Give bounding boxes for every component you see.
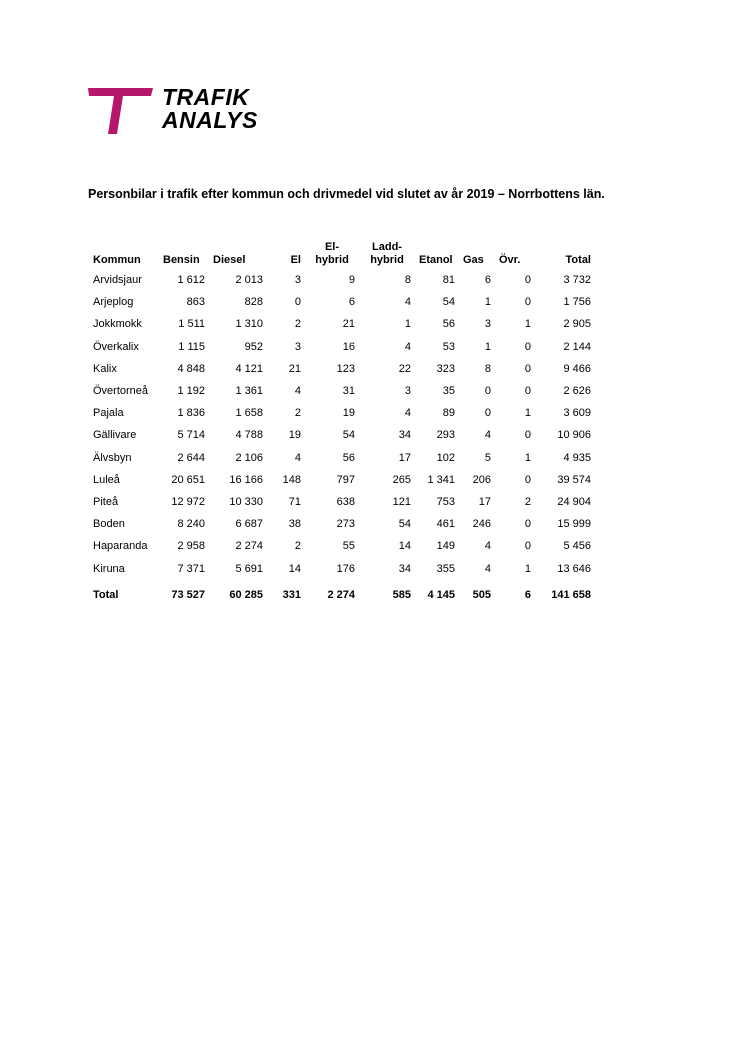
value-cell: 38 (288, 518, 301, 531)
value-cell: 54 (398, 518, 411, 531)
value-cell: 1 192 (177, 385, 205, 398)
value-cell: 0 (524, 385, 531, 398)
value-cell: 5 456 (563, 540, 591, 553)
municipality-cell: Haparanda (93, 540, 148, 553)
value-cell: 3 (404, 385, 411, 398)
value-cell: 24 904 (557, 495, 591, 508)
column-header: El- hybrid (315, 241, 349, 266)
municipality-cell: Piteå (93, 495, 119, 508)
value-cell: 4 848 (177, 362, 205, 375)
value-cell: 6 (484, 274, 491, 287)
value-cell: 1 (484, 340, 491, 353)
value-cell: 81 (442, 274, 455, 287)
column-header: Diesel (213, 254, 246, 266)
value-cell: 4 121 (235, 362, 263, 375)
table-row (89, 291, 595, 313)
column-header: Ladd- hybrid (370, 241, 404, 266)
value-cell: 1 (484, 296, 491, 309)
value-cell: 7 371 (177, 562, 205, 575)
column-header: Kommun (93, 254, 141, 266)
logo-line-1: TRAFIK (162, 84, 250, 110)
value-cell: 1 (524, 407, 531, 420)
value-cell: 4 (404, 340, 411, 353)
table-row (89, 380, 595, 402)
total-value-cell: 2 274 (327, 588, 355, 601)
value-cell: 16 166 (229, 473, 263, 486)
value-cell: 21 (288, 362, 301, 375)
value-cell: 2 626 (563, 385, 591, 398)
table-row (89, 447, 595, 469)
value-cell: 4 (294, 385, 301, 398)
value-cell: 9 466 (563, 362, 591, 375)
value-cell: 461 (436, 518, 455, 531)
value-cell: 797 (336, 473, 355, 486)
value-cell: 0 (484, 407, 491, 420)
table-row (89, 269, 595, 291)
column-header: Gas (463, 254, 484, 266)
table-row (89, 402, 595, 424)
column-header: Bensin (163, 254, 200, 266)
value-cell: 19 (288, 429, 301, 442)
value-cell: 753 (436, 495, 455, 508)
value-cell: 2 106 (235, 451, 263, 464)
value-cell: 12 972 (171, 495, 205, 508)
value-cell: 863 (186, 296, 205, 309)
municipality-cell: Kalix (93, 362, 117, 375)
value-cell: 0 (524, 274, 531, 287)
value-cell: 5 (484, 451, 491, 464)
value-cell: 1 (524, 451, 531, 464)
value-cell: 8 (484, 362, 491, 375)
value-cell: 1 341 (427, 473, 455, 486)
value-cell: 355 (436, 562, 455, 575)
municipality-cell: Överkalix (93, 340, 139, 353)
value-cell: 2 644 (177, 451, 205, 464)
value-cell: 6 687 (235, 518, 263, 531)
value-cell: 22 (398, 362, 411, 375)
value-cell: 54 (342, 429, 355, 442)
value-cell: 8 240 (177, 518, 205, 531)
value-cell: 828 (244, 296, 263, 309)
value-cell: 5 691 (235, 562, 263, 575)
value-cell: 13 646 (557, 562, 591, 575)
column-header: Etanol (419, 254, 453, 266)
value-cell: 1 361 (235, 385, 263, 398)
table-header-row (89, 235, 595, 269)
value-cell: 148 (282, 473, 301, 486)
value-cell: 54 (442, 296, 455, 309)
total-value-cell: 4 145 (427, 588, 455, 601)
fuel-type-table (89, 235, 595, 610)
table-row (89, 424, 595, 446)
logo-t-mark-icon (87, 86, 155, 136)
table-row (89, 513, 595, 535)
value-cell: 1 612 (177, 274, 205, 287)
municipality-cell: Kiruna (93, 562, 125, 575)
value-cell: 176 (336, 562, 355, 575)
value-cell: 1 511 (178, 318, 205, 331)
value-cell: 293 (436, 429, 455, 442)
table-total-row (89, 580, 595, 610)
value-cell: 4 (484, 562, 491, 575)
table-row (89, 535, 595, 557)
municipality-cell: Luleå (93, 473, 120, 486)
municipality-cell: Pajala (93, 407, 124, 420)
column-header: Total (565, 254, 591, 266)
value-cell: 14 (398, 540, 411, 553)
value-cell: 1 (524, 562, 531, 575)
table-row (89, 491, 595, 513)
table-row (89, 557, 595, 579)
value-cell: 14 (288, 562, 301, 575)
value-cell: 0 (524, 296, 531, 309)
value-cell: 0 (294, 296, 301, 309)
value-cell: 2 144 (563, 340, 591, 353)
value-cell: 4 (404, 296, 411, 309)
value-cell: 31 (342, 385, 355, 398)
value-cell: 34 (398, 562, 411, 575)
value-cell: 19 (342, 407, 355, 420)
value-cell: 1 (404, 318, 411, 331)
value-cell: 16 (342, 340, 355, 353)
municipality-cell: Älvsbyn (93, 451, 132, 464)
value-cell: 323 (436, 362, 455, 375)
value-cell: 6 (348, 296, 355, 309)
table-row (89, 469, 595, 491)
value-cell: 638 (336, 495, 355, 508)
logo-wordmark (162, 86, 258, 132)
municipality-cell: Boden (93, 518, 125, 531)
value-cell: 8 (404, 274, 411, 287)
value-cell: 21 (342, 318, 355, 331)
value-cell: 121 (392, 495, 411, 508)
value-cell: 10 330 (229, 495, 263, 508)
value-cell: 0 (524, 518, 531, 531)
value-cell: 9 (348, 274, 355, 287)
value-cell: 39 574 (557, 473, 591, 486)
value-cell: 1 658 (235, 407, 263, 420)
column-header: El (290, 254, 301, 266)
value-cell: 56 (442, 318, 455, 331)
value-cell: 1 115 (178, 340, 205, 353)
municipality-cell: Gällivare (93, 429, 137, 442)
table-row (89, 313, 595, 335)
value-cell: 0 (524, 340, 531, 353)
value-cell: 265 (392, 473, 411, 486)
table-row (89, 336, 595, 358)
value-cell: 20 651 (171, 473, 205, 486)
value-cell: 246 (472, 518, 491, 531)
value-cell: 2 905 (563, 318, 591, 331)
value-cell: 1 836 (177, 407, 205, 420)
value-cell: 2 (294, 318, 301, 331)
value-cell: 102 (436, 451, 455, 464)
logo-line-2: ANALYS (162, 107, 258, 133)
value-cell: 123 (336, 362, 355, 375)
value-cell: 5 714 (177, 429, 205, 442)
total-label: Total (93, 588, 119, 601)
value-cell: 56 (342, 451, 355, 464)
total-value-cell: 331 (282, 588, 301, 601)
value-cell: 2 274 (235, 540, 263, 553)
value-cell: 3 609 (563, 407, 591, 420)
value-cell: 71 (288, 495, 301, 508)
value-cell: 53 (442, 340, 455, 353)
total-value-cell: 73 527 (171, 588, 205, 601)
value-cell: 34 (398, 429, 411, 442)
table-row (89, 358, 595, 380)
value-cell: 3 (294, 340, 301, 353)
value-cell: 1 310 (235, 318, 263, 331)
total-value-cell: 141 658 (551, 588, 591, 601)
value-cell: 2 013 (235, 274, 263, 287)
value-cell: 206 (472, 473, 491, 486)
value-cell: 89 (442, 407, 455, 420)
trafikanalys-logo (87, 86, 267, 138)
value-cell: 3 (484, 318, 491, 331)
value-cell: 17 (398, 451, 411, 464)
total-value-cell: 60 285 (229, 588, 263, 601)
value-cell: 4 (484, 429, 491, 442)
value-cell: 4 935 (563, 451, 591, 464)
value-cell: 4 788 (235, 429, 263, 442)
page-title: Personbilar i trafik efter kommun och drivmedel vid slutet av år 2019 – Norrbottens län. (88, 187, 605, 201)
value-cell: 4 (484, 540, 491, 553)
total-value-cell: 505 (472, 588, 491, 601)
total-value-cell: 6 (524, 588, 531, 601)
value-cell: 2 (294, 540, 301, 553)
value-cell: 17 (478, 495, 491, 508)
value-cell: 35 (442, 385, 455, 398)
municipality-cell: Jokkmokk (93, 318, 142, 331)
value-cell: 10 906 (557, 429, 591, 442)
value-cell: 55 (342, 540, 355, 553)
value-cell: 149 (436, 540, 455, 553)
value-cell: 273 (336, 518, 355, 531)
value-cell: 0 (524, 540, 531, 553)
value-cell: 0 (524, 429, 531, 442)
value-cell: 2 958 (177, 540, 205, 553)
value-cell: 1 756 (563, 296, 591, 309)
value-cell: 2 (294, 407, 301, 420)
municipality-cell: Arjeplog (93, 296, 134, 309)
value-cell: 952 (244, 340, 263, 353)
municipality-cell: Övertorneå (93, 385, 149, 398)
value-cell: 4 (404, 407, 411, 420)
municipality-cell: Arvidsjaur (93, 274, 142, 287)
value-cell: 4 (294, 451, 301, 464)
value-cell: 0 (484, 385, 491, 398)
value-cell: 15 999 (557, 518, 591, 531)
column-header: Övr. (499, 254, 521, 266)
value-cell: 0 (524, 362, 531, 375)
value-cell: 3 (294, 274, 301, 287)
value-cell: 2 (524, 495, 531, 508)
value-cell: 0 (524, 473, 531, 486)
value-cell: 1 (524, 318, 531, 331)
total-value-cell: 585 (392, 588, 411, 601)
value-cell: 3 732 (563, 274, 591, 287)
